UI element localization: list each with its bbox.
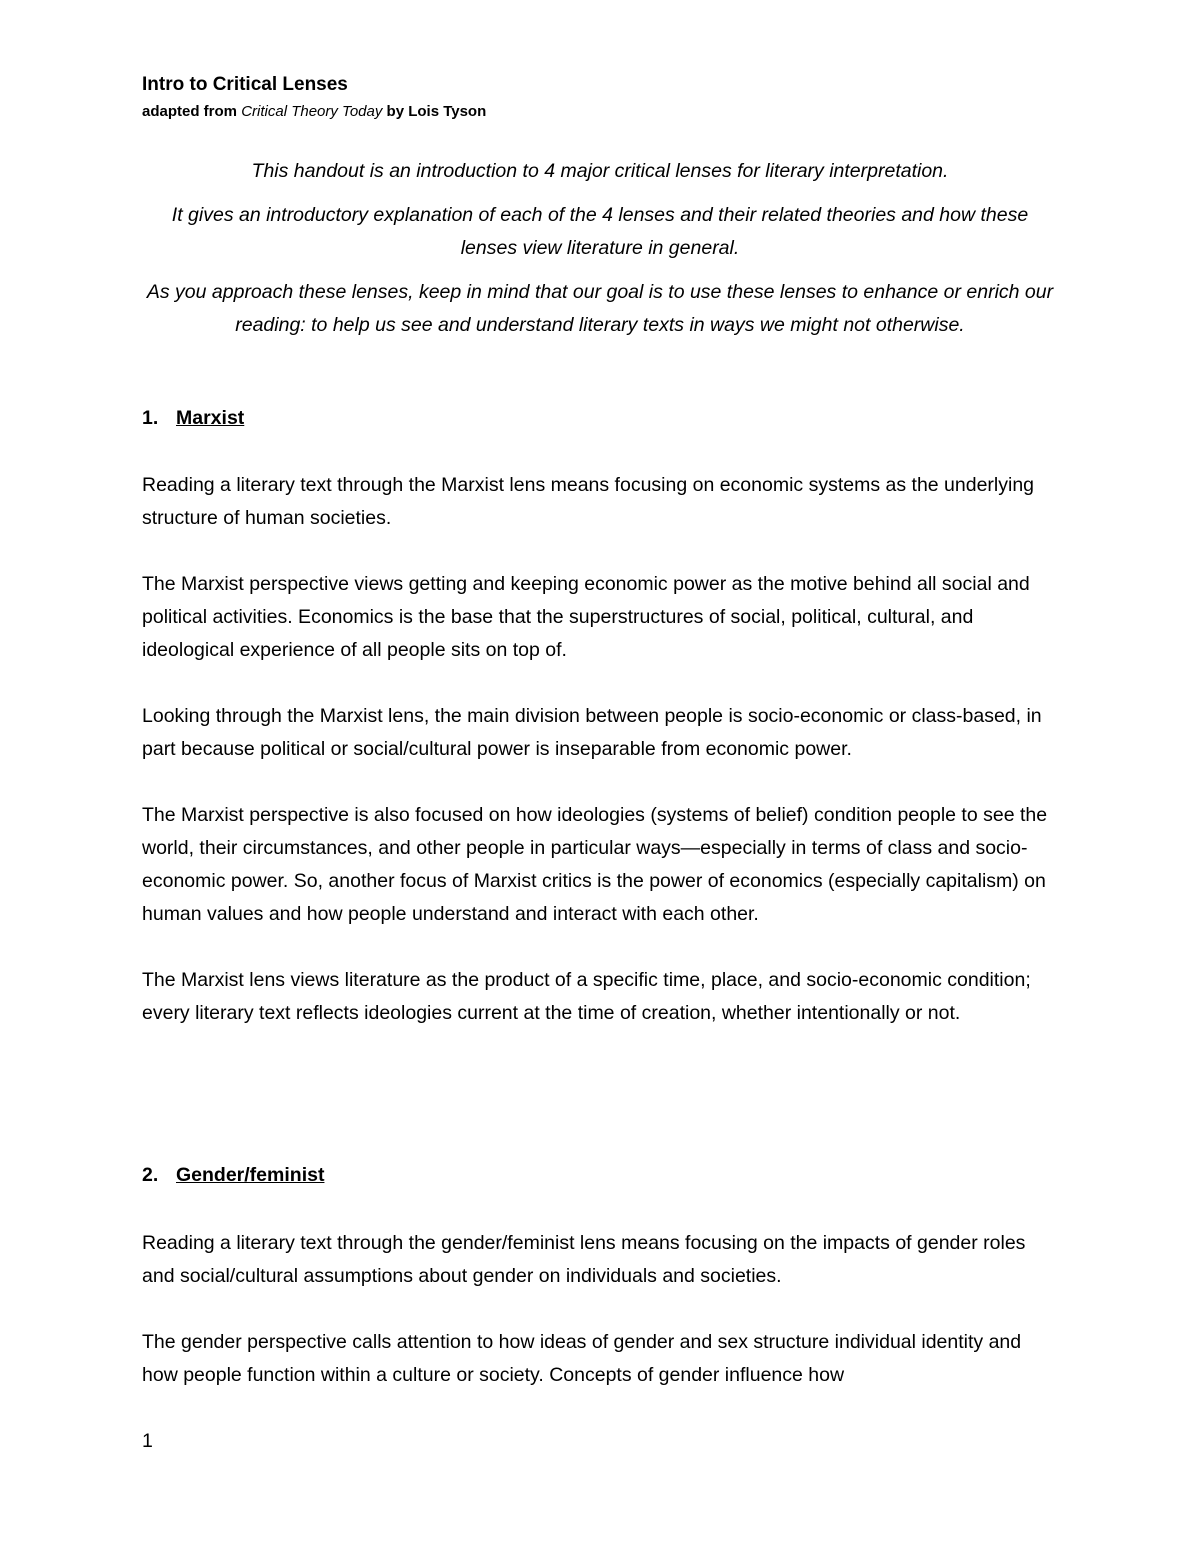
section-body-marxist	[142, 469, 1062, 1063]
section-body-gender	[142, 1227, 1062, 1425]
document-title: Intro to Critical Lenses	[142, 74, 348, 95]
paragraph: The gender perspective calls attention to how ideas of gender and sex structure individual identity and how people function within a culture or society. Concepts of gender influence how	[142, 1331, 1022, 1386]
section-heading-gender	[142, 1164, 324, 1187]
page-number: 1	[142, 1430, 153, 1452]
intro-line-1: This handout is an introduction to 4 major critical lenses for literary interpretation.	[251, 160, 949, 182]
section-title: Marxist	[176, 407, 245, 429]
paragraph: Reading a literary text through the gender/feminist lens means focusing on the impacts of gender roles and social/cultural assumptions about gender on individuals and societies.	[142, 1232, 1026, 1287]
section-number: 1.	[142, 407, 159, 429]
document-source	[142, 103, 486, 120]
paragraph: The Marxist perspective views getting and keeping economic power as the motive behind all social and political activities. Economics is the base that the superstructures of social, political, cultural, and ideological experience of all people sits on top of.	[142, 573, 1030, 661]
paragraph: The Marxist lens views literature as the product of a specific time, place, and socio-economic condition; every literary text reflects ideologies current at the time of creation, whether intentionally or not.	[142, 969, 1031, 1024]
intro-line-2: It gives an introductory explanation of each of the 4 lenses and their related theories and how these lenses view literature in general.	[171, 204, 1029, 259]
paragraph: Reading a literary text through the Marxist lens means focusing on economic systems as the underlying structure of human societies.	[142, 474, 1035, 529]
paragraph: The Marxist perspective is also focused on how ideologies (systems of belief) condition people to see the world, their circumstances, and other people in particular ways—especially in terms of class and socio-economic power. So, another focus of Marxist critics is the power of economics (especially capitalism) on human values and how people understand and interact with each other.	[142, 804, 1048, 925]
section-heading-marxist	[142, 407, 244, 430]
intro-block	[142, 155, 1058, 353]
section-title: Gender/feminist	[176, 1164, 325, 1186]
paragraph: Looking through the Marxist lens, the main division between people is socio-economic or class-based, in part because political or social/cultural power is inseparable from economic power.	[142, 705, 1042, 760]
intro-line-3: As you approach these lenses, keep in mind that our goal is to use these lenses to enhance or enrich our reading: to help us see and understand literary texts in ways we might not otherwise.	[146, 281, 1054, 336]
book-title: Critical Theory Today	[241, 103, 383, 120]
author-suffix: by Lois Tyson	[382, 103, 487, 120]
adapted-prefix: adapted from	[142, 103, 242, 120]
section-number: 2.	[142, 1164, 159, 1186]
